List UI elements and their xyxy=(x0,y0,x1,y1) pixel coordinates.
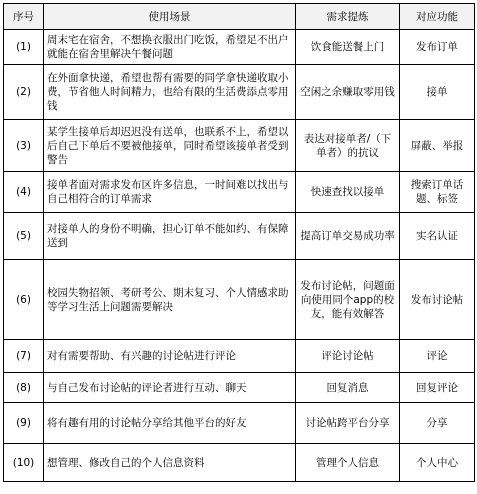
row-scenario: 与自己发布讨论帖的评论者进行互动、聊天 xyxy=(44,373,296,403)
requirements-table-container xyxy=(3,3,475,482)
table-row xyxy=(4,65,475,120)
row-index: (2) xyxy=(4,65,44,120)
row-requirement: 快速查找以接单 xyxy=(296,172,400,213)
row-requirement: 回复消息 xyxy=(296,373,400,403)
row-index: (9) xyxy=(4,403,44,444)
table-row xyxy=(4,30,475,65)
table-row xyxy=(4,373,475,403)
row-requirement: 饮食能送餐上门 xyxy=(296,30,400,65)
row-function: 屏蔽、举报 xyxy=(400,120,475,172)
table-row xyxy=(4,260,475,340)
row-index: (1) xyxy=(4,30,44,65)
row-requirement: 表达对接单者/（下单者）的抗议 xyxy=(296,120,400,172)
row-index: (6) xyxy=(4,260,44,340)
row-requirement: 发布讨论帖，问题面向使用同个app的校友，能有效解答 xyxy=(296,260,400,340)
row-function: 接单 xyxy=(400,65,475,120)
header-scenario: 使用场景 xyxy=(44,4,296,30)
row-index: (3) xyxy=(4,120,44,172)
row-index: (8) xyxy=(4,373,44,403)
header-function: 对应功能 xyxy=(400,4,475,30)
row-scenario: 对有需要帮助、有兴趣的讨论帖进行评论 xyxy=(44,340,296,373)
header-requirement: 需求提炼 xyxy=(296,4,400,30)
table-row xyxy=(4,340,475,373)
table-row xyxy=(4,444,475,482)
row-scenario: 某学生接单后却迟迟没有送单，也联系不上，希望以后自己下单后不要被他接单，同时希望该接单者受到警告 xyxy=(44,120,296,172)
row-scenario: 对接单人的身份不明确，担心订单不能如约、有保障送到 xyxy=(44,213,296,260)
table-row xyxy=(4,172,475,213)
row-index: (7) xyxy=(4,340,44,373)
table-header-row xyxy=(4,4,475,30)
row-scenario: 校园失物招领、考研考公、期末复习、个人情感求助等学习生活上问题需要解决 xyxy=(44,260,296,340)
row-scenario: 将有趣有用的讨论帖分享给其他平台的好友 xyxy=(44,403,296,444)
table-row xyxy=(4,403,475,444)
row-scenario: 在外面拿快递，希望也帮有需要的同学拿快递收取小费，节省他人时间精力，也给有限的生活费添点零用钱 xyxy=(44,65,296,120)
row-requirement: 提高订单交易成功率 xyxy=(296,213,400,260)
row-function: 发布讨论帖 xyxy=(400,260,475,340)
row-function: 评论 xyxy=(400,340,475,373)
row-requirement: 讨论帖跨平台分享 xyxy=(296,403,400,444)
row-index: (4) xyxy=(4,172,44,213)
row-requirement: 评论讨论帖 xyxy=(296,340,400,373)
row-scenario: 接单者面对需求发布区许多信息，一时间难以找出与自己相符合的订单需求 xyxy=(44,172,296,213)
row-function: 回复评论 xyxy=(400,373,475,403)
row-function: 搜索订单话题、标签 xyxy=(400,172,475,213)
row-scenario: 想管理、修改自己的个人信息资料 xyxy=(44,444,296,482)
row-function: 个人中心 xyxy=(400,444,475,482)
table-row xyxy=(4,120,475,172)
row-function: 分享 xyxy=(400,403,475,444)
row-index: (10) xyxy=(4,444,44,482)
row-requirement: 管理个人信息 xyxy=(296,444,400,482)
row-scenario: 周末宅在宿舍，不想换衣服出门吃饭，希望足不出户就能在宿舍里解决午餐问题 xyxy=(44,30,296,65)
row-requirement: 空闲之余赚取零用钱 xyxy=(296,65,400,120)
row-function: 发布订单 xyxy=(400,30,475,65)
table-row xyxy=(4,213,475,260)
header-index: 序号 xyxy=(4,4,44,30)
requirements-table xyxy=(3,3,475,482)
row-index: (5) xyxy=(4,213,44,260)
row-function: 实名认证 xyxy=(400,213,475,260)
